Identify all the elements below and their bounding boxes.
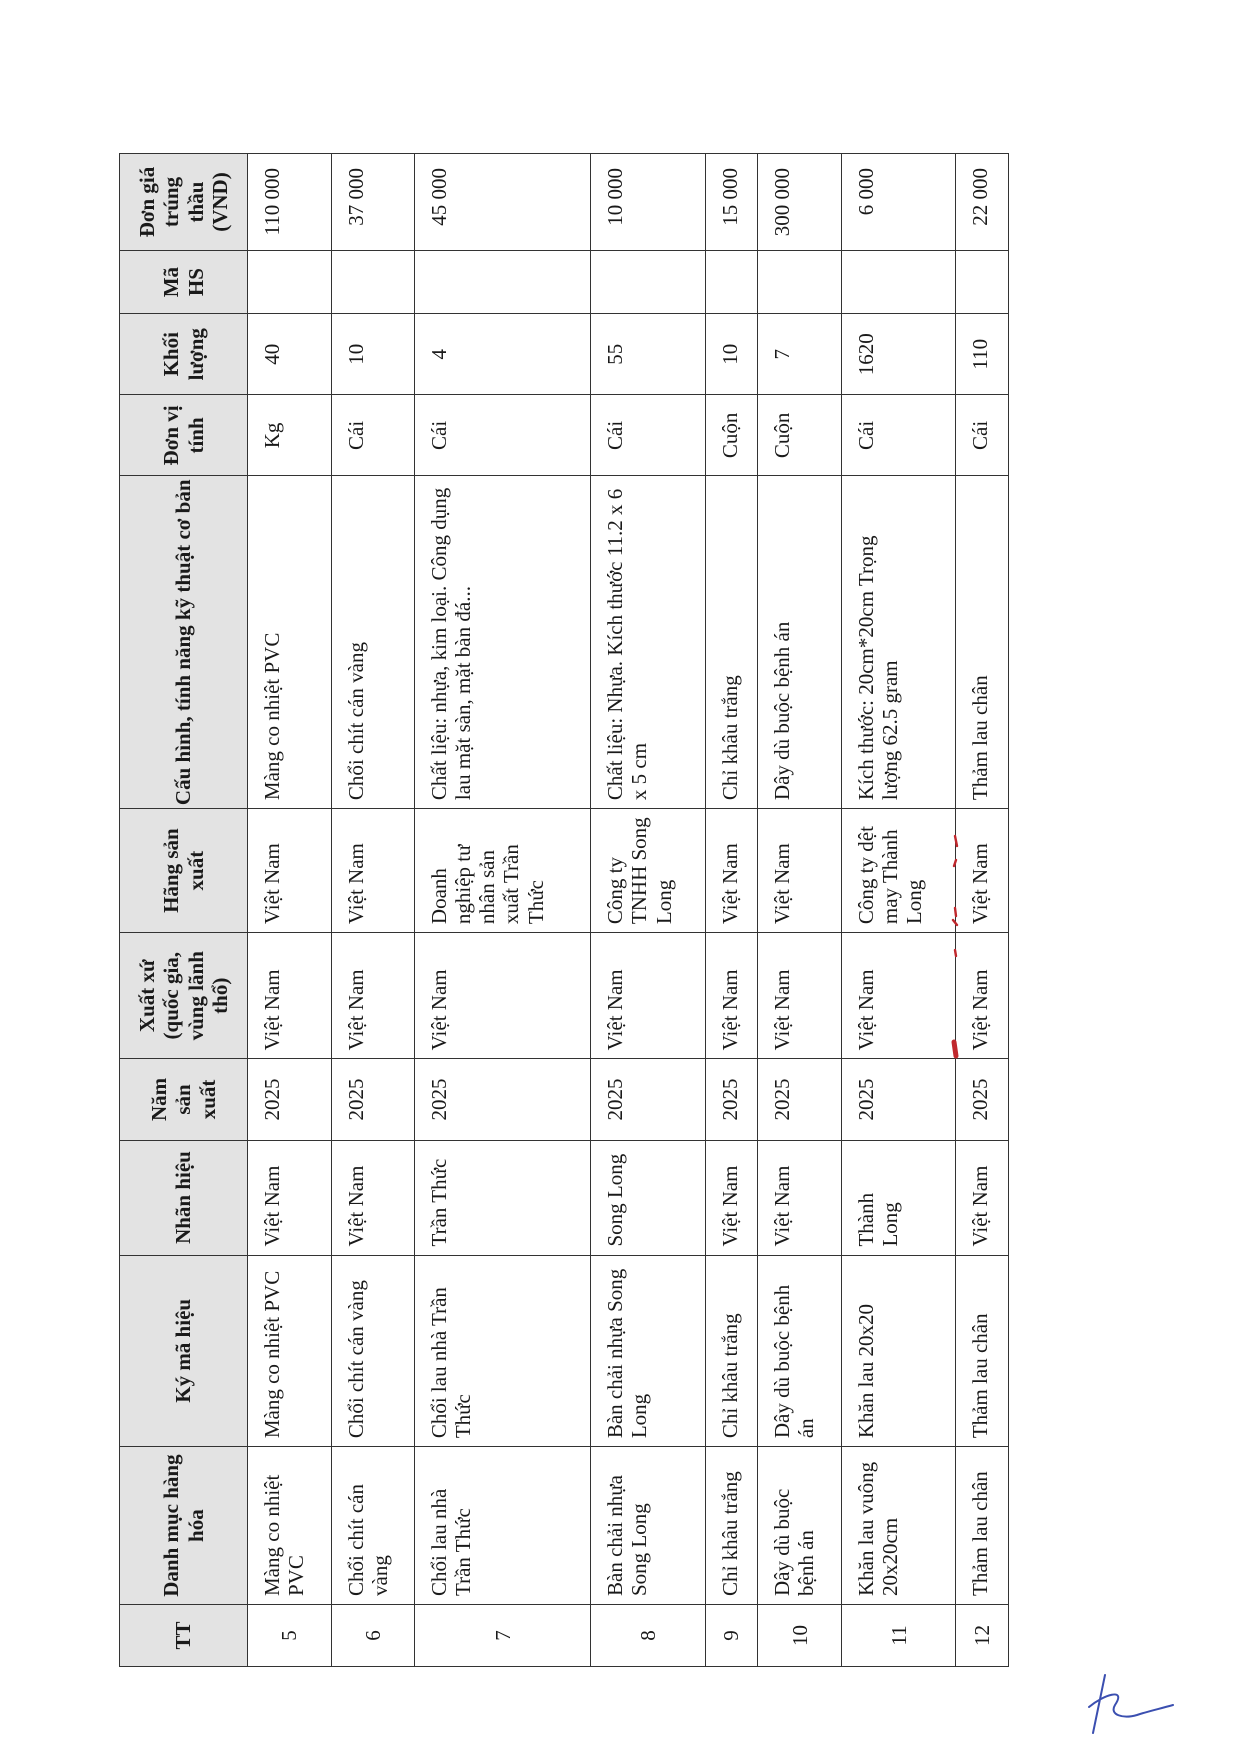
cell-hs — [956, 251, 1009, 314]
header-hs: Mã HS — [120, 251, 248, 314]
cell-qty: 40 — [248, 314, 332, 395]
cell-manufacturer: Việt Nam — [331, 809, 415, 933]
header-unit: Đơn vị tính — [120, 395, 248, 476]
cell-spec: Chất liệu: Nhựa. Kích thước 11.2 x 6 x 5 cm — [591, 476, 705, 809]
cell-unit: Cuộn — [758, 395, 842, 476]
header-year: Năm sản xuất — [120, 1059, 248, 1140]
header-model: Ký mã hiệu — [120, 1255, 248, 1447]
cell-hs — [248, 251, 332, 314]
table-row — [331, 154, 415, 1667]
cell-qty: 10 — [331, 314, 415, 395]
cell-hs — [331, 251, 415, 314]
cell-brand: Song Long — [591, 1140, 705, 1255]
header-brand: Nhãn hiệu — [120, 1140, 248, 1255]
red-ink-marks — [935, 830, 975, 1060]
header-spec: Cấu hình, tính năng kỹ thuật cơ bản — [120, 476, 248, 809]
cell-model: Thảm lau chân — [956, 1255, 1009, 1447]
cell-year: 2025 — [956, 1059, 1009, 1140]
cell-price: 37 000 — [331, 154, 415, 251]
cell-category: Khăn lau vuông 20x20cm — [841, 1447, 955, 1605]
cell-brand: Việt Nam — [248, 1140, 332, 1255]
cell-manufacturer: Việt Nam — [705, 809, 758, 933]
cell-tt: 8 — [591, 1605, 705, 1667]
cell-model: Bàn chải nhựa Song Long — [591, 1255, 705, 1447]
table-row — [248, 154, 332, 1667]
cell-unit: Cuộn — [705, 395, 758, 476]
header-price: Đơn giá trúng thầu (VND) — [120, 154, 248, 251]
cell-year: 2025 — [841, 1059, 955, 1140]
cell-brand: Việt Nam — [705, 1140, 758, 1255]
table-row — [591, 154, 705, 1667]
cell-tt: 9 — [705, 1605, 758, 1667]
cell-brand: Việt Nam — [758, 1140, 842, 1255]
cell-manufacturer: Việt Nam — [248, 809, 332, 933]
cell-manufacturer: Công ty dệt may Thành Long — [841, 809, 955, 933]
cell-origin: Việt Nam — [415, 933, 591, 1059]
cell-brand: Việt Nam — [331, 1140, 415, 1255]
cell-manufacturer: Công ty TNHH Song Long — [591, 809, 705, 933]
header-qty: Khối lượng — [120, 314, 248, 395]
cell-category: Thảm lau chân — [956, 1447, 1009, 1605]
cell-tt: 6 — [331, 1605, 415, 1667]
cell-year: 2025 — [415, 1059, 591, 1140]
cell-manufacturer: Việt Nam — [956, 809, 1009, 933]
cell-category: Chổi chít cán vàng — [331, 1447, 415, 1605]
cell-price: 15 000 — [705, 154, 758, 251]
cell-origin: Việt Nam — [591, 933, 705, 1059]
header-origin: Xuất xứ (quốc gia, vùng lãnh thổ) — [120, 933, 248, 1059]
cell-spec: Chỉ khâu trắng — [705, 476, 758, 809]
cell-price: 45 000 — [415, 154, 591, 251]
cell-category: Bàn chải nhựa Song Long — [591, 1447, 705, 1605]
cell-qty: 4 — [415, 314, 591, 395]
cell-price: 10 000 — [591, 154, 705, 251]
cell-price: 300 000 — [758, 154, 842, 251]
cell-price: 110 000 — [248, 154, 332, 251]
cell-tt: 12 — [956, 1605, 1009, 1667]
cell-tt: 7 — [415, 1605, 591, 1667]
header-row — [120, 154, 248, 1667]
cell-hs — [758, 251, 842, 314]
cell-hs — [415, 251, 591, 314]
cell-spec: Chất liệu: nhựa, kim loại. Công dụng lau mặt sàn, mặt bàn đá... — [415, 476, 591, 809]
cell-qty: 55 — [591, 314, 705, 395]
table-row — [705, 154, 758, 1667]
cell-qty: 7 — [758, 314, 842, 395]
cell-origin: Việt Nam — [248, 933, 332, 1059]
cell-unit: Cái — [591, 395, 705, 476]
cell-unit: Cái — [956, 395, 1009, 476]
cell-qty: 1620 — [841, 314, 955, 395]
cell-spec: Thảm lau chân — [956, 476, 1009, 809]
cell-brand: Việt Nam — [956, 1140, 1009, 1255]
cell-model: Chổi lau nhà Trần Thức — [415, 1255, 591, 1447]
cell-year: 2025 — [591, 1059, 705, 1140]
cell-hs — [705, 251, 758, 314]
cell-spec: Chổi chít cán vàng — [331, 476, 415, 809]
cell-unit: Kg — [248, 395, 332, 476]
table-row — [758, 154, 842, 1667]
cell-tt: 11 — [841, 1605, 955, 1667]
cell-spec: Dây dù buộc bệnh án — [758, 476, 842, 809]
signature-initials — [1075, 1665, 1185, 1745]
cell-origin: Việt Nam — [705, 933, 758, 1059]
cell-model: Chỉ khâu trắng — [705, 1255, 758, 1447]
cell-spec: Màng co nhiệt PVC — [248, 476, 332, 809]
cell-year: 2025 — [705, 1059, 758, 1140]
goods-table — [119, 153, 1009, 1667]
cell-price: 22 000 — [956, 154, 1009, 251]
cell-brand: Thành Long — [841, 1140, 955, 1255]
cell-unit: Cái — [841, 395, 955, 476]
cell-year: 2025 — [331, 1059, 415, 1140]
cell-model: Khăn lau 20x20 — [841, 1255, 955, 1447]
cell-hs — [841, 251, 955, 314]
cell-tt: 10 — [758, 1605, 842, 1667]
cell-manufacturer: Doanh nghiệp tư nhân sản xuất Trần Thức — [415, 809, 591, 933]
header-tt: TT — [120, 1605, 248, 1667]
cell-year: 2025 — [758, 1059, 842, 1140]
cell-category: Chỉ khâu trắng — [705, 1447, 758, 1605]
cell-category: Dây dù buộc bệnh án — [758, 1447, 842, 1605]
cell-unit: Cái — [415, 395, 591, 476]
rotated-page-content — [119, 153, 1009, 1667]
cell-category: Màng co nhiệt PVC — [248, 1447, 332, 1605]
cell-origin: Việt Nam — [956, 933, 1009, 1059]
cell-unit: Cái — [331, 395, 415, 476]
cell-origin: Việt Nam — [331, 933, 415, 1059]
cell-hs — [591, 251, 705, 314]
cell-brand: Trần Thức — [415, 1140, 591, 1255]
cell-price: 6 000 — [841, 154, 955, 251]
header-category: Danh mục hàng hóa — [120, 1447, 248, 1605]
cell-manufacturer: Việt Nam — [758, 809, 842, 933]
header-manufacturer: Hãng sản xuất — [120, 809, 248, 933]
cell-model: Dây dù buộc bệnh án — [758, 1255, 842, 1447]
table-row — [415, 154, 591, 1667]
cell-origin: Việt Nam — [841, 933, 955, 1059]
cell-tt: 5 — [248, 1605, 332, 1667]
cell-year: 2025 — [248, 1059, 332, 1140]
cell-origin: Việt Nam — [758, 933, 842, 1059]
cell-spec: Kích thước: 20cm*20cm Trọng lượng 62.5 gram — [841, 476, 955, 809]
cell-model: Chổi chít cán vàng — [331, 1255, 415, 1447]
cell-qty: 10 — [705, 314, 758, 395]
cell-model: Màng co nhiệt PVC — [248, 1255, 332, 1447]
cell-category: Chổi lau nhà Trần Thức — [415, 1447, 591, 1605]
cell-qty: 110 — [956, 314, 1009, 395]
